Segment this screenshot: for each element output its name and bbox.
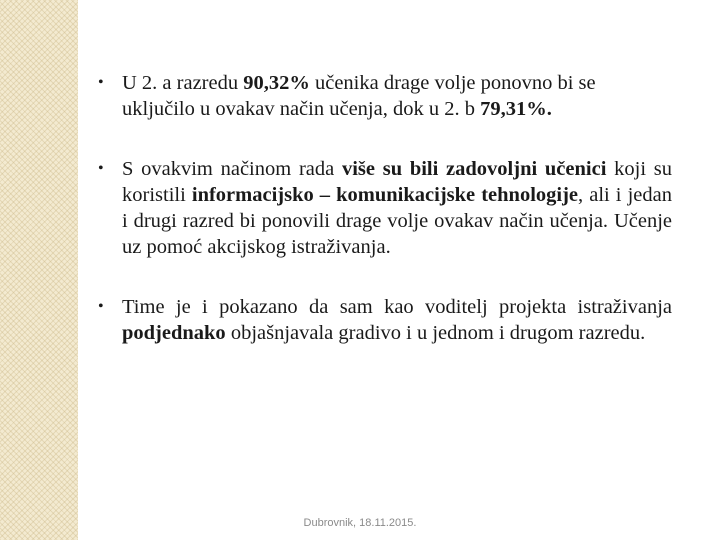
bullet-item-1 (96, 70, 672, 122)
bullet-bold-text: informacijsko – komunikacijske tehnologije (191, 184, 579, 206)
bullet-text: objašnjavala gradivo i u jednom i drugom razredu. (225, 322, 646, 344)
bullet-text: Time je i pokazano da sam kao voditelj projekta istraživanja (122, 296, 672, 318)
decorative-side-band (0, 0, 78, 540)
bullet-marker: • (98, 298, 104, 315)
bullet-text: učenika drage volje ponovno bi se uključilo u ovakav način učenja, dok u 2. b (122, 72, 596, 120)
bullet-text: koji su koristili (122, 158, 672, 206)
bullet-text: S ovakvim načinom rada (122, 158, 342, 180)
bullet-bold-text: podjednako (122, 322, 226, 344)
bullet-list (96, 70, 672, 380)
bullet-text: U 2. a razredu (122, 72, 244, 94)
bullet-text: , ali i jedan i drugi razred bi ponovili drage volje ovakav način učenja. Učenje uz pomoć akcijskog istraživanja. (122, 184, 672, 258)
slide-footer: Dubrovnik, 18.11.2015. (303, 517, 417, 529)
bullet-bold-text: 79,31%. (480, 98, 552, 120)
bullet-item-2 (96, 156, 672, 260)
bullet-marker: • (98, 74, 104, 91)
bullet-item-3 (96, 294, 672, 346)
bullet-marker: • (98, 160, 104, 177)
bullet-bold-text: više su bili zadovoljni učenici (341, 158, 607, 180)
bullet-bold-text: 90,32% (243, 72, 310, 94)
